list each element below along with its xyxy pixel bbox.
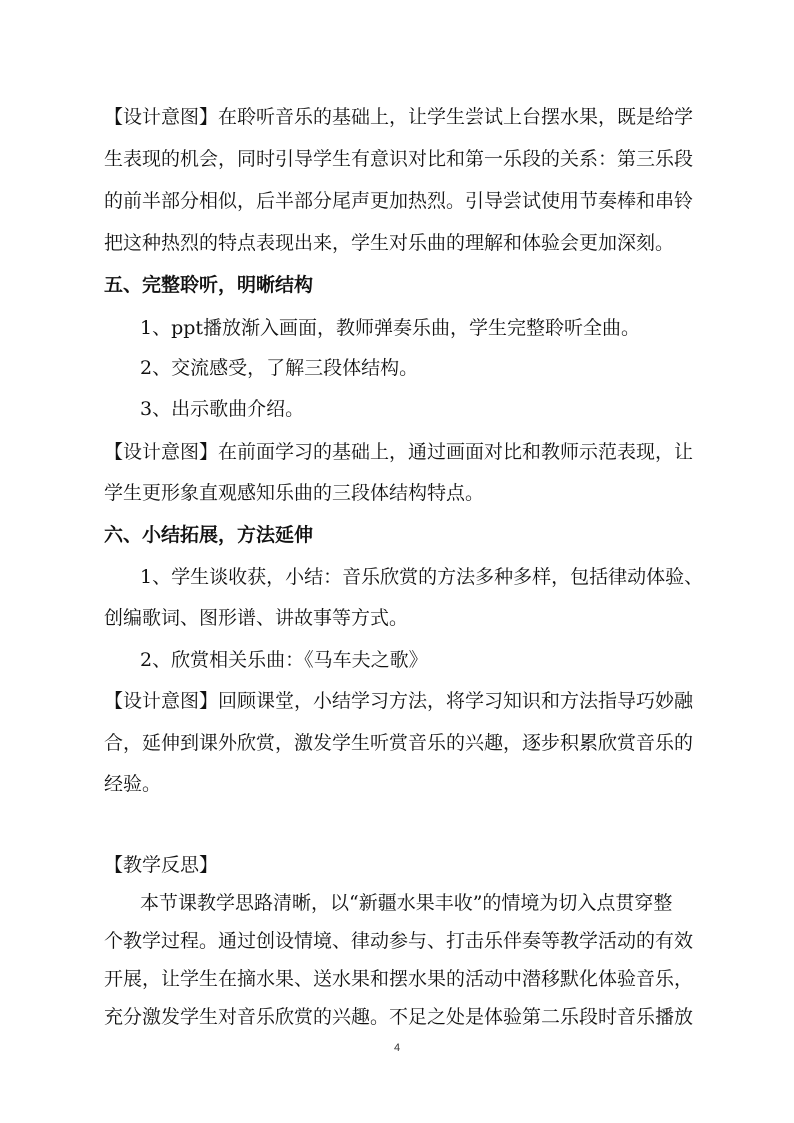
list-item: 2、欣赏相关乐曲：《马车夫之歌》: [140, 649, 428, 671]
design-intent-line: 经验。: [104, 773, 162, 795]
reflection-heading: 【教学反思】: [104, 854, 219, 876]
section-heading: 五、完整聆听，明晰结构: [104, 274, 314, 296]
reflection-line: 个教学过程。通过创设情境、律动参与、打击乐伴奏等教学活动的有效: [104, 930, 694, 952]
design-intent-line: 的前半部分相似，后半部分尾声更加热烈。引导尝试使用节奏棒和串铃: [104, 190, 694, 212]
page-number: 4: [393, 1042, 401, 1054]
section-heading: 六、小结拓展，方法延伸: [104, 524, 314, 546]
reflection-line: 本节课教学思路清晰，以“新疆水果丰收”的情境为切入点贯穿整: [140, 892, 673, 914]
list-item-continuation: 创编歌词、图形谱、讲故事等方式。: [104, 607, 409, 629]
list-item: 3、出示歌曲介绍。: [140, 398, 305, 420]
design-intent-line: 生表现的机会，同时引导学生有意识对比和第一乐段的关系：第三乐段: [104, 148, 694, 170]
reflection-line: 开展，让学生在摘水果、送水果和摆水果的活动中潜移默化体验音乐，: [104, 968, 694, 990]
list-item: 1、ppt播放渐入画面，教师弹奏乐曲，学生完整聆听全曲。: [140, 317, 641, 339]
design-intent-line: 合，延伸到课外欣赏，激发学生听赏音乐的兴趣，逐步积累欣赏音乐的: [104, 732, 694, 754]
design-intent-line: 【设计意图】回顾课堂，小结学习方法，将学习知识和方法指导巧妙融: [104, 690, 694, 712]
design-intent-line: 【设计意图】在前面学习的基础上，通过画面对比和教师示范表现，让: [104, 441, 694, 463]
design-intent-line: 把这种热烈的特点表现出来，学生对乐曲的理解和体验会更加深刻。: [104, 232, 675, 254]
reflection-line: 充分激发学生对音乐欣赏的兴趣。不足之处是体验第二乐段时音乐播放: [104, 1006, 694, 1028]
design-intent-line: 学生更形象直观感知乐曲的三段体结构特点。: [104, 482, 485, 504]
list-item: 2、交流感受，了解三段体结构。: [140, 357, 419, 379]
list-item: 1、学生谈收获，小结：音乐欣赏的方法多种多样，包括律动体验、: [140, 566, 704, 588]
design-intent-line: 【设计意图】在聆听音乐的基础上，让学生尝试上台摆水果，既是给学: [104, 106, 694, 128]
